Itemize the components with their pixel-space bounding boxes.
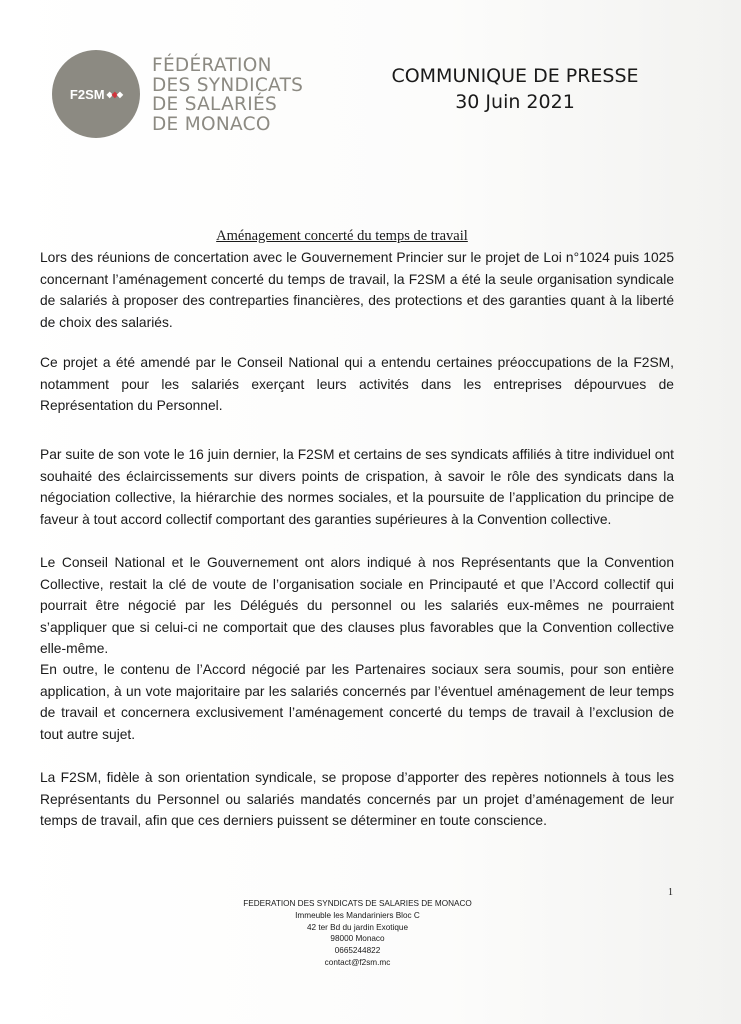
footer-line: Immeuble les Mandariniers Bloc C [295,910,420,920]
paragraph: La F2SM, fidèle à son orientation syndicale, se propose d’apporter des repères notionnels à tous les Représentants du Personnel ou salariés mandatés concernés par un projet d’aménagement de leur temps de travail, afin que ces derniers puissent se déterminer en toute conscience. [40,770,674,828]
footer-line: 42 ter Bd du jardin Exotique [306,922,409,932]
press-release-label: COMMUNIQUE DE PRESSE [391,65,639,87]
press-release-date: 30 Juin 2021 [455,91,575,113]
footer-email: contact@f2sm.mc [324,957,391,967]
footer-line: 0665244822 [334,946,381,956]
paragraph: En outre, le contenu de l’Accord négocié par les Partenaires sociaux sera soumis, pour son entière application, à un vote majoritaire par les salariés concernés par l’éventuel aménagement de leur temps de travail et concernera exclusivement l’aménagement concerté du temps de travail à l’exclusion de tout autre sujet. [40,662,674,742]
paragraph: Ce projet a été amendé par le Conseil National qui a entendu certaines préoccupations de la F2SM, notamment pour les salariés exerçant leurs activités dans les entreprises dépourvues de Représentation du Personnel. [40,355,674,413]
paragraph: Le Conseil National et le Gouvernement ont alors indiqué à nos Représentants que la Convention Collective, restait la clé de voute de l’organisation sociale en Principauté et que l’Accord collectif qui pourrait être négocié par les Délégués du personnel ou les salariés eux-mêmes ne pourraient s’appliquer que si celui-ci ne comportait que des clauses plus favorables que la Convention collective elle-même. [40,555,674,656]
footer-line: FEDERATION DES SYNDICATS DE SALARIES DE MONACO [243,899,472,908]
logo-diamonds-icon: ◆◆◆ [106,89,123,99]
logo-mark: F2SM [69,86,105,102]
logo-wordmark [152,56,303,134]
document-title: Aménagement concerté du temps de travail [216,228,468,244]
logo-line: DE MONACO [152,113,271,135]
footer-line: 98000 Monaco [330,934,385,944]
logo-circle [52,50,140,138]
page-number: 1 [668,887,673,898]
press-release-header [360,63,670,115]
logo-line: DE SALARIÉS [152,94,277,115]
paragraph: Lors des réunions de concertation avec le Gouvernement Princier sur le projet de Loi n°1024 puis 1025 concernant l’aménagement concerté du temps de travail, la F2SM a été la seule organisation syndicale de salariés à proposer des contreparties financières, des protections et des garanties quant à la liberté de choix des salariés. [40,250,674,330]
logo-line: FÉDÉRATION [152,55,272,76]
logo-line: DES SYNDICATS [152,74,304,96]
f2sm-logo [52,50,304,140]
footer-address [200,898,515,969]
paragraph: Par suite de son vote le 16 juin dernier, la F2SM et certains de ses syndicats affiliés à titre individuel ont souhaité des éclaircissements sur divers points de crispation, à savoir le rôle des syndicats dans la négociation collective, la hiérarchie des normes sociales, et la poursuite de l’application du principe de faveur à tout accord collectif comportant des garanties supérieures à la Convention collective. [40,447,674,527]
